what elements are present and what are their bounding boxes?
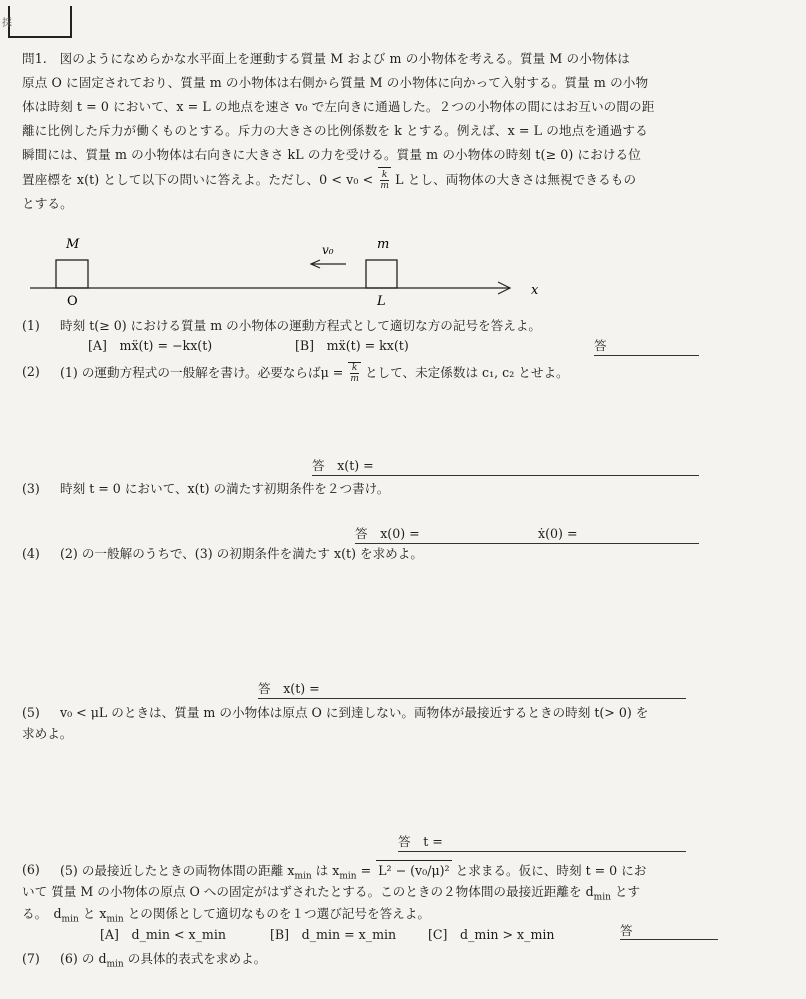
sqrt-xmin-expression: L² − (v₀/μ)² bbox=[376, 860, 451, 881]
q2-answer-label: 答 x(t) = bbox=[312, 458, 374, 473]
score-box bbox=[8, 6, 72, 38]
q1-answer-label: 答 bbox=[594, 338, 607, 353]
q4-text: (2) の一般解のうちで、(3) の初期条件を満たす x(t) を求めよ。 bbox=[60, 546, 423, 561]
q6-answer-label: 答 bbox=[620, 923, 633, 938]
q4-answer-label: 答 x(t) = bbox=[258, 681, 320, 696]
q5-text-1: v₀ < μL のときは、質量 m の小物体は原点 O に到達しない。両物体が最接近するときの時刻 t(> 0) を bbox=[60, 705, 649, 720]
block-m bbox=[366, 260, 397, 288]
q7-text: (6) の $d_{min}$ の具体的表式を求めよ。 bbox=[60, 951, 267, 970]
block-M bbox=[56, 260, 88, 288]
q5-answer-line[interactable] bbox=[398, 851, 686, 852]
q6-text-1: (5) の最接近したときの両物体間の距離 $x_{min}$ は $x_{min} = L^2 - (v_0/\mu)^2$ と求まる。仮に、時刻 t = 0 にお bbox=[60, 860, 646, 887]
figure-diagram bbox=[0, 228, 806, 308]
q2-number: (2) bbox=[22, 364, 40, 379]
q7-number: (7) bbox=[22, 951, 40, 966]
q6-number: (6) bbox=[22, 862, 40, 877]
q5-answer-label: 答 t = bbox=[398, 834, 443, 849]
label-O: O bbox=[67, 294, 78, 308]
q4-number: (4) bbox=[22, 546, 40, 561]
q4-answer-line[interactable] bbox=[258, 698, 686, 699]
q6-text-2: いて 質量 M の小物体の原点 O への固定がはずされたとする。このときの２物体間の最接近距離を $d_{min}$ とす bbox=[22, 884, 641, 903]
q6-option-a: [A] d_min < x_min bbox=[100, 927, 226, 942]
problem-line-6: 置座標を x(t) として以下の問いに答えよ。ただし、0 < v₀ < $\frac{k}{m}$ L とし、両物体の大きさは無視できるもの bbox=[22, 167, 802, 192]
q5-text-2: 求めよ。 bbox=[22, 726, 73, 741]
problem-statement bbox=[22, 47, 802, 216]
q1-text: 時刻 t(≥ 0) における質量 m の小物体の運動方程式として適切な方の記号を答えよ。 bbox=[60, 318, 542, 333]
problem-line-1: 問1. 図のようになめらかな水平面上を運動する質量 M および m の小物体を考える。質量 M の小物体は bbox=[22, 51, 631, 66]
label-x: x bbox=[531, 283, 539, 298]
q6-answer-line[interactable] bbox=[620, 939, 718, 940]
problem-line-5: 瞬間には、質量 m の小物体は右向きに大きさ kL の力を受ける。質量 m の小物体の時刻 t(≥ 0) における位 bbox=[22, 147, 641, 162]
q6-text-3: る。 $d_{min}$ と $x_{min}$ との関係として適切なものを１つ選び記号を答えよ。 bbox=[22, 906, 430, 925]
q6-option-c: [C] d_min > x_min bbox=[428, 927, 555, 942]
q3-text: 時刻 t = 0 において、x(t) の満たす初期条件を２つ書け。 bbox=[60, 481, 390, 496]
q5-number: (5) bbox=[22, 705, 40, 720]
sqrt-k-over-m-2: $\frac{k}{m}$ bbox=[350, 363, 359, 384]
q2-text: (1) の運動方程式の一般解を書け。必要ならばμ = $\frac{k}{m}$ として、未定係数は c₁, c₂ とせよ。 bbox=[60, 363, 569, 384]
problem-line-3: 体は時刻 t = 0 において、x = L の地点を速さ v₀ で左向きに通過した。２つの小物体の間にはお互いの間の距 bbox=[22, 99, 655, 114]
q1-answer-line[interactable] bbox=[594, 355, 699, 356]
q1-number: (1) bbox=[22, 318, 40, 333]
q2-answer-line[interactable] bbox=[312, 475, 699, 476]
label-M: M bbox=[66, 237, 80, 252]
q3-answer-label-2: ẋ(0) = bbox=[538, 526, 578, 541]
problem-line-2: 原点 O に固定されており、質量 m の小物体は右側から質量 M の小物体に向かって入射する。質量 m の小物 bbox=[22, 75, 649, 90]
stamp-mark: 採 bbox=[2, 18, 12, 29]
q6-option-b: [B] d_min = x_min bbox=[270, 927, 397, 942]
q1-option-a: [A] mẍ(t) = −kx(t) bbox=[88, 338, 213, 353]
q1-option-b: [B] mẍ(t) = kx(t) bbox=[295, 338, 409, 353]
label-L: L bbox=[377, 294, 386, 308]
label-v0: v₀ bbox=[322, 243, 334, 257]
q3-number: (3) bbox=[22, 481, 40, 496]
sqrt-k-over-m: $\frac{k}{m}$ bbox=[378, 167, 391, 192]
label-m: m bbox=[377, 237, 390, 252]
problem-line-7: とする。 bbox=[22, 196, 73, 211]
q3-answer-label-1: 答 x(0) = bbox=[355, 526, 420, 541]
problem-line-4: 離に比例した斥力が働くものとする。斥力の大きさの比例係数を k とする。例えば、x = L の地点を通過する bbox=[22, 123, 648, 138]
